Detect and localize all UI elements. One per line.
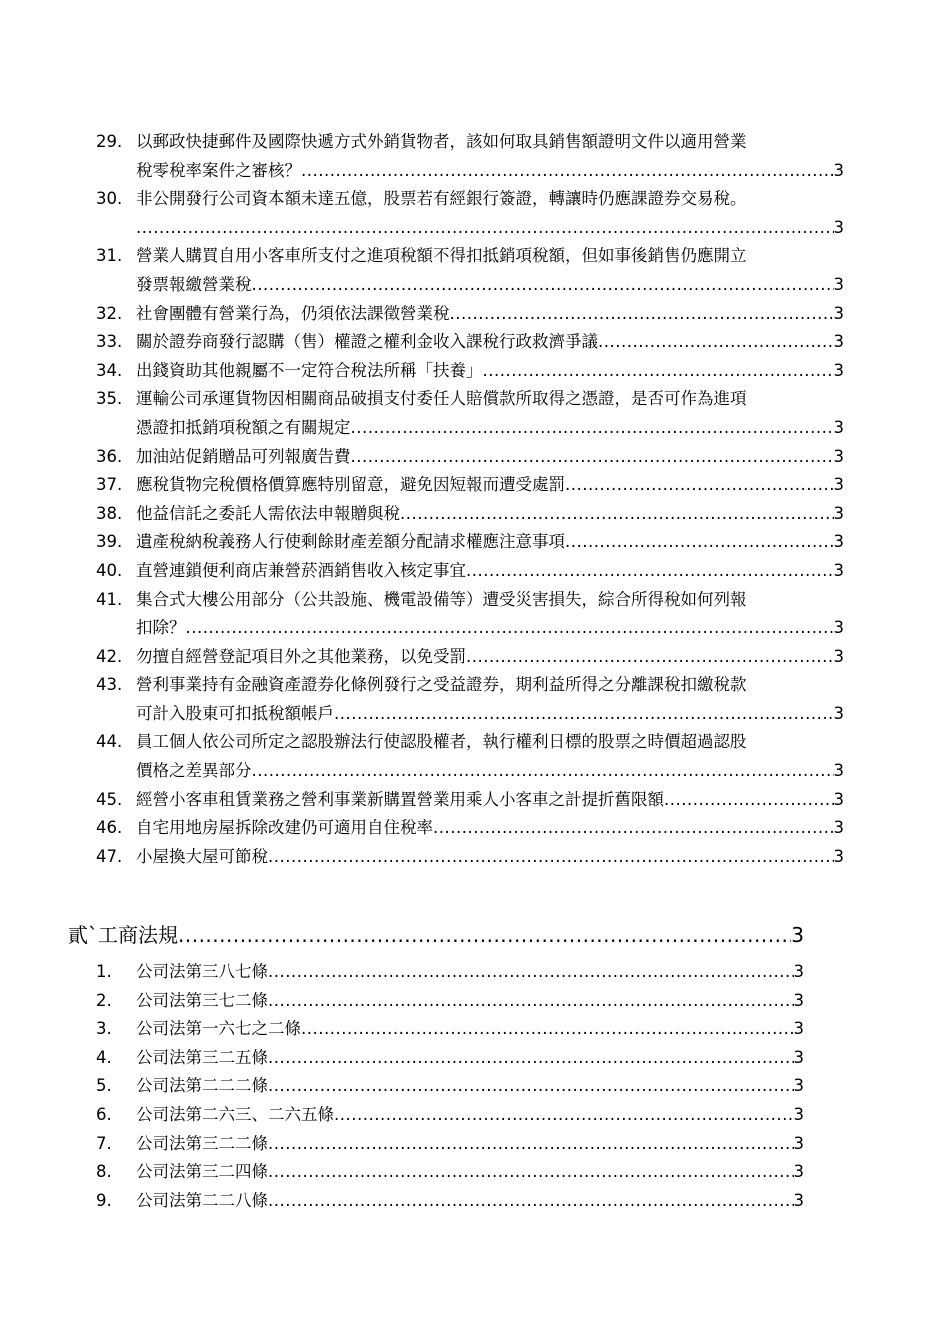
entry-body [136, 643, 844, 672]
section-page-number: 3 [791, 923, 804, 947]
entry-title: 公司法第三二四條 [136, 1162, 268, 1182]
entry-title: 自宅用地房屋拆除改建仍可適用自住稅率 [136, 818, 433, 838]
dot-leader [664, 786, 834, 815]
entry-body [136, 1101, 804, 1130]
dot-leader [268, 1187, 794, 1216]
entry-body [136, 242, 844, 299]
section-title: 貳`工商法規 [68, 923, 178, 947]
page-number: 3 [833, 446, 844, 466]
entry-last-line [136, 528, 844, 557]
entry-last-line [136, 557, 844, 586]
page-number: 3 [833, 332, 844, 352]
page-number: 3 [833, 217, 844, 237]
entry-body [136, 786, 844, 815]
page-number: 3 [833, 618, 844, 638]
dot-leader [450, 300, 834, 329]
dot-leader [268, 958, 794, 987]
entry-body [136, 443, 844, 472]
sub-toc-entry[interactable] [96, 1130, 804, 1159]
dot-leader [334, 700, 834, 729]
page-number: 3 [793, 1133, 804, 1153]
entry-last-line [136, 157, 844, 186]
entry-number: 45. [96, 789, 123, 809]
toc-entry[interactable] [96, 586, 844, 643]
entry-number: 37. [96, 475, 123, 495]
page-number: 3 [833, 846, 844, 866]
entry-body [136, 814, 844, 843]
entry-body [136, 500, 844, 529]
entry-title: 關於證券商發行認購（售）權證之權利金收入課稅行政救濟爭議 [136, 332, 598, 352]
toc-entry[interactable] [96, 643, 844, 672]
entry-body [136, 328, 844, 357]
entry-body [136, 987, 804, 1016]
entry-body [136, 671, 844, 728]
entry-number: 43. [96, 675, 123, 695]
dot-leader [433, 814, 834, 843]
entry-last-line [136, 357, 844, 386]
page-number: 3 [833, 818, 844, 838]
entry-last-line [136, 300, 844, 329]
entry-number: 8. [96, 1162, 112, 1182]
dot-leader [565, 528, 834, 557]
entry-number: 4. [96, 1047, 112, 1067]
entry-number: 6. [96, 1104, 112, 1124]
toc-entry[interactable] [96, 242, 844, 299]
entry-body [136, 185, 844, 242]
toc-entry[interactable] [96, 471, 844, 500]
entry-title-line: 運輸公司承運貨物因相關商品破損支付委任人賠償款所取得之憑證，是否可作為進項 [136, 389, 747, 409]
entry-number: 42. [96, 646, 123, 666]
dot-leader [268, 1130, 794, 1159]
entry-last-line [136, 843, 844, 872]
page-number: 3 [833, 160, 844, 180]
page-number: 3 [793, 1190, 804, 1210]
entry-body [136, 958, 804, 987]
toc-entry[interactable] [96, 300, 844, 329]
dot-leader [301, 1015, 794, 1044]
entry-number: 39. [96, 532, 123, 552]
entry-body [136, 586, 844, 643]
page-number: 3 [833, 475, 844, 495]
entry-last-line [136, 1101, 804, 1130]
toc-entry[interactable] [96, 185, 844, 242]
entry-title: 社會團體有營業行為，仍須依法課徵營業稅 [136, 303, 450, 323]
sub-toc-list [96, 958, 804, 1215]
page-number: 3 [833, 560, 844, 580]
entry-body [136, 728, 844, 785]
entry-title: 發票報繳營業稅 [136, 274, 252, 294]
entry-body [136, 1044, 804, 1073]
entry-title-line: 集合式大樓公用部分（公共設施、機電設備等）遭受災害損失，綜合所得稅如何列報 [136, 589, 747, 609]
entry-last-line [136, 1015, 804, 1044]
entry-title: 出錢資助其他親屬不一定符合稅法所稱「扶養」 [136, 360, 483, 380]
entry-title: 勿擅自經營登記項目外之其他業務，以免受罰 [136, 646, 466, 666]
entry-last-line [136, 987, 804, 1016]
entry-last-line [136, 1187, 804, 1216]
page-number: 3 [793, 1076, 804, 1096]
entry-title: 公司法第三二二條 [136, 1133, 268, 1153]
section-heading[interactable] [68, 918, 804, 952]
entry-number: 40. [96, 560, 123, 580]
dot-leader [351, 443, 834, 472]
page-number: 3 [833, 532, 844, 552]
page-number: 3 [793, 962, 804, 981]
entry-last-line [136, 614, 844, 643]
dot-leader [334, 1101, 794, 1130]
entry-number: 47. [96, 846, 123, 866]
entry-number: 3. [96, 1019, 112, 1039]
dot-leader [466, 643, 834, 672]
entry-number: 35. [96, 389, 123, 409]
page-number: 3 [833, 417, 844, 437]
entry-title: 加油站促銷贈品可列報廣告費 [136, 446, 351, 466]
entry-number: 32. [96, 303, 123, 323]
entry-number: 44. [96, 732, 123, 752]
toc-entry[interactable] [96, 557, 844, 586]
entry-last-line [136, 1158, 804, 1187]
dot-leader [351, 414, 834, 443]
page-number: 3 [833, 789, 844, 809]
entry-title: 憑證扣抵銷項稅額之有關規定 [136, 417, 351, 437]
entry-body [136, 357, 844, 386]
entry-number: 7. [96, 1133, 112, 1153]
entry-body [136, 1130, 804, 1159]
page-number: 3 [793, 1047, 804, 1067]
dot-leader [483, 357, 834, 386]
toc-entry[interactable] [96, 128, 844, 185]
entry-title-line: 以郵政快捷郵件及國際快遞方式外銷貨物者，該如何取具銷售額證明文件以適用營業 [136, 132, 747, 151]
entry-title: 直營連鎖便利商店兼營菸酒銷售收入核定事宜 [136, 560, 466, 580]
toc-entry[interactable] [96, 671, 844, 728]
toc-entry[interactable] [96, 385, 844, 442]
dot-leader [178, 918, 791, 952]
entry-title: 公司法第三二五條 [136, 1047, 268, 1067]
page-number: 3 [833, 761, 844, 781]
entry-last-line [136, 214, 844, 243]
entry-body [136, 1187, 804, 1216]
entry-body [136, 1072, 804, 1101]
page-number: 3 [793, 1019, 804, 1039]
entry-number: 9. [96, 1190, 112, 1210]
entry-title: 應稅貨物完稅價格價算應特別留意，避免因短報而遭受處罰 [136, 475, 565, 495]
page-number: 3 [793, 1104, 804, 1124]
entry-title: 遺產稅納稅義務人行使剩餘財產差額分配請求權應注意事項 [136, 532, 565, 552]
dot-leader [466, 557, 834, 586]
entry-number: 34. [96, 360, 123, 380]
entry-title: 公司法第二二八條 [136, 1190, 268, 1210]
entry-body [136, 385, 844, 442]
entry-number: 38. [96, 503, 123, 523]
dot-leader [268, 843, 834, 872]
dot-leader [252, 757, 834, 786]
dot-leader [136, 214, 834, 243]
sub-toc-entry[interactable] [96, 1072, 804, 1101]
page-number: 3 [833, 274, 844, 294]
entry-number: 29. [96, 132, 123, 151]
toc-entry[interactable] [96, 814, 844, 843]
dot-leader [268, 1044, 794, 1073]
entry-title: 他益信託之委託人需依法申報贈與稅 [136, 503, 400, 523]
entry-body [136, 128, 844, 185]
entry-body [136, 1015, 804, 1044]
entry-title: 價格之差異部分 [136, 761, 252, 781]
entry-number: 5. [96, 1076, 112, 1096]
entry-last-line [136, 328, 844, 357]
toc-entry[interactable] [96, 528, 844, 557]
sub-toc-entry[interactable] [96, 1044, 804, 1073]
toc-entry[interactable] [96, 786, 844, 815]
dot-leader [268, 1072, 794, 1101]
entry-last-line [136, 500, 844, 529]
toc-entry[interactable] [96, 500, 844, 529]
dot-leader [301, 157, 834, 186]
entry-number: 31. [96, 246, 123, 266]
sub-toc-entry[interactable] [96, 1158, 804, 1187]
page-number: 3 [793, 990, 804, 1010]
entry-last-line [136, 700, 844, 729]
toc-entry[interactable] [96, 357, 844, 386]
entry-title-line: 營利事業持有金融資產證券化條例發行之受益證券，期利益所得之分離課稅扣繳稅款 [136, 675, 747, 695]
entry-title-line: 非公開發行公司資本額未達五億，股票若有經銀行簽證，轉讓時仍應課證券交易稅。 [136, 189, 747, 209]
entry-number: 2. [96, 990, 112, 1010]
entry-body [136, 471, 844, 500]
entry-last-line [136, 471, 844, 500]
entry-title-line: 營業人購買自用小客車所支付之進項稅額不得扣抵銷項稅額，但如事後銷售仍應開立 [136, 246, 747, 266]
sub-toc-entry[interactable] [96, 1015, 804, 1044]
toc-entry[interactable] [96, 443, 844, 472]
page-number: 3 [833, 303, 844, 323]
entry-number: 33. [96, 332, 123, 352]
entry-last-line [136, 414, 844, 443]
page-number: 3 [793, 1162, 804, 1182]
entry-number: 36. [96, 446, 123, 466]
page-number: 3 [833, 703, 844, 723]
entry-last-line [136, 757, 844, 786]
entry-title: 稅零稅率案件之審核？ [136, 160, 301, 180]
toc-entry[interactable] [96, 328, 844, 357]
page-number: 3 [833, 360, 844, 380]
toc-entry[interactable] [96, 728, 844, 785]
dot-leader [565, 471, 834, 500]
entry-number: 41. [96, 589, 123, 609]
sub-toc-entry[interactable] [96, 958, 804, 987]
toc-entry[interactable] [96, 843, 844, 872]
entry-last-line [136, 814, 844, 843]
entry-last-line [136, 643, 844, 672]
entry-body [136, 300, 844, 329]
entry-title: 扣除？ [136, 618, 186, 638]
entry-body [136, 557, 844, 586]
page-number: 3 [833, 646, 844, 666]
entry-last-line [136, 1130, 804, 1159]
entry-last-line [136, 271, 844, 300]
entry-number: 30. [96, 189, 123, 209]
sub-toc-entry[interactable] [96, 1187, 804, 1216]
entry-title: 小屋換大屋可節稅 [136, 846, 268, 866]
dot-leader [268, 1158, 794, 1187]
dot-leader [186, 614, 834, 643]
entry-last-line [136, 1072, 804, 1101]
entry-body [136, 528, 844, 557]
entry-number: 1. [96, 962, 112, 981]
entry-last-line [136, 958, 804, 987]
sub-toc-entry[interactable] [96, 987, 804, 1016]
entry-title: 公司法第二六三、二六五條 [136, 1104, 334, 1124]
dot-leader [268, 987, 794, 1016]
entry-last-line [136, 786, 844, 815]
page-number: 3 [833, 503, 844, 523]
entry-body [136, 843, 844, 872]
entry-title-line: 員工個人依公司所定之認股辦法行使認股權者，執行權利日標的股票之時價超過認股 [136, 732, 747, 752]
entry-last-line [136, 1044, 804, 1073]
entry-title: 經營小客車租賃業務之營利事業新購置營業用乘人小客車之計提折舊限額 [136, 789, 664, 809]
dot-leader [400, 500, 834, 529]
entry-title: 公司法第三七二條 [136, 990, 268, 1010]
entry-title: 可計入股東可扣抵稅額帳戶 [136, 703, 334, 723]
sub-toc-entry[interactable] [96, 1101, 804, 1130]
toc-list [96, 128, 844, 871]
entry-title: 公司法第三八七條 [136, 962, 268, 981]
entry-title: 公司法第一六七之二條 [136, 1019, 301, 1039]
entry-body [136, 1158, 804, 1187]
entry-title: 公司法第二二二條 [136, 1076, 268, 1096]
entry-last-line [136, 443, 844, 472]
entry-number: 46. [96, 818, 123, 838]
dot-leader [598, 328, 834, 357]
dot-leader [252, 271, 834, 300]
